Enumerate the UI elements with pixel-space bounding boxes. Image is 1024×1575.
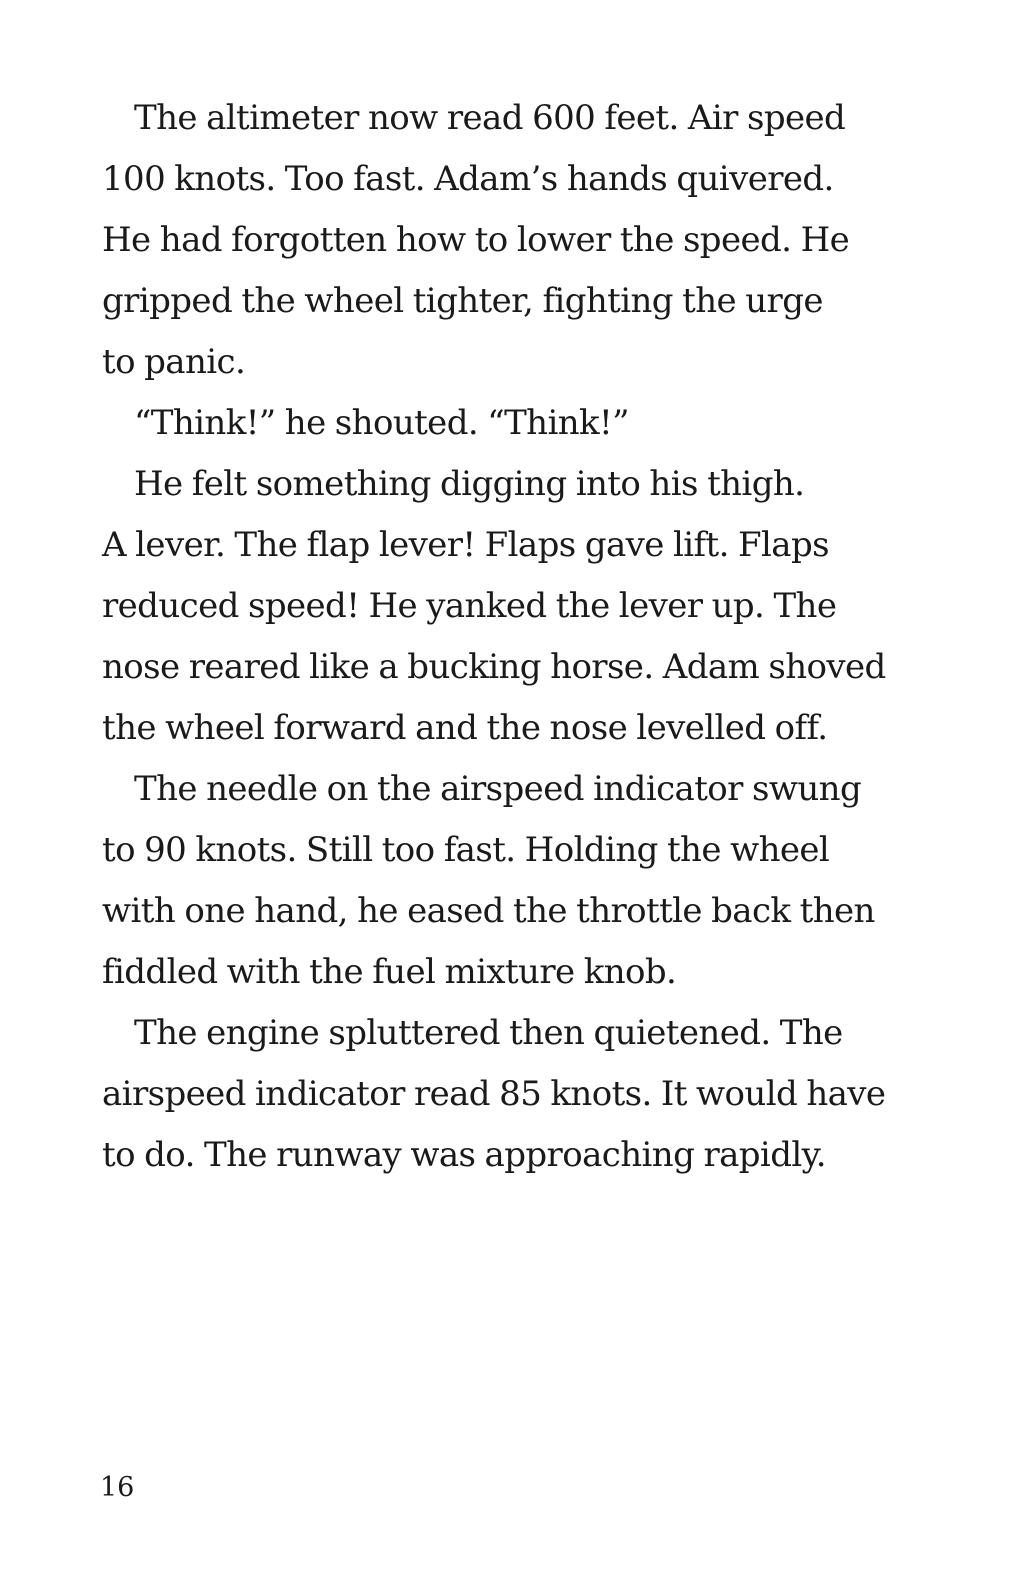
text-line: A lever. The flap lever! Flaps gave lift. Flaps (102, 525, 829, 565)
body-text (102, 88, 912, 1186)
text-line: the wheel forward and the nose levelled off. (102, 708, 828, 748)
text-line: He had forgotten how to lower the speed. He (102, 220, 850, 260)
text-line: reduced speed! He yanked the lever up. The (102, 586, 837, 626)
page-number: 16 (100, 1472, 135, 1503)
text-line: The altimeter now read 600 feet. Air speed (134, 98, 846, 138)
text-line: to do. The runway was approaching rapidly. (102, 1135, 826, 1175)
text-line: “Think!” he shouted. “Think!” (134, 403, 629, 443)
text-line: 100 knots. Too fast. Adam’s hands quivered. (102, 159, 834, 199)
text-line: fiddled with the fuel mixture knob. (102, 952, 677, 992)
text-line: gripped the wheel tighter, fighting the urge (102, 281, 823, 321)
text-line: He felt something digging into his thigh. (134, 464, 805, 504)
text-line: with one hand, he eased the throttle back then (102, 891, 875, 931)
text-line: airspeed indicator read 85 knots. It would have (102, 1074, 886, 1114)
text-line: nose reared like a bucking horse. Adam shoved (102, 647, 886, 687)
text-line: to 90 knots. Still too fast. Holding the wheel (102, 830, 830, 870)
text-line: to panic. (102, 342, 246, 382)
text-line: The engine spluttered then quietened. The (134, 1013, 843, 1053)
text-line: The needle on the airspeed indicator swung (134, 769, 862, 809)
